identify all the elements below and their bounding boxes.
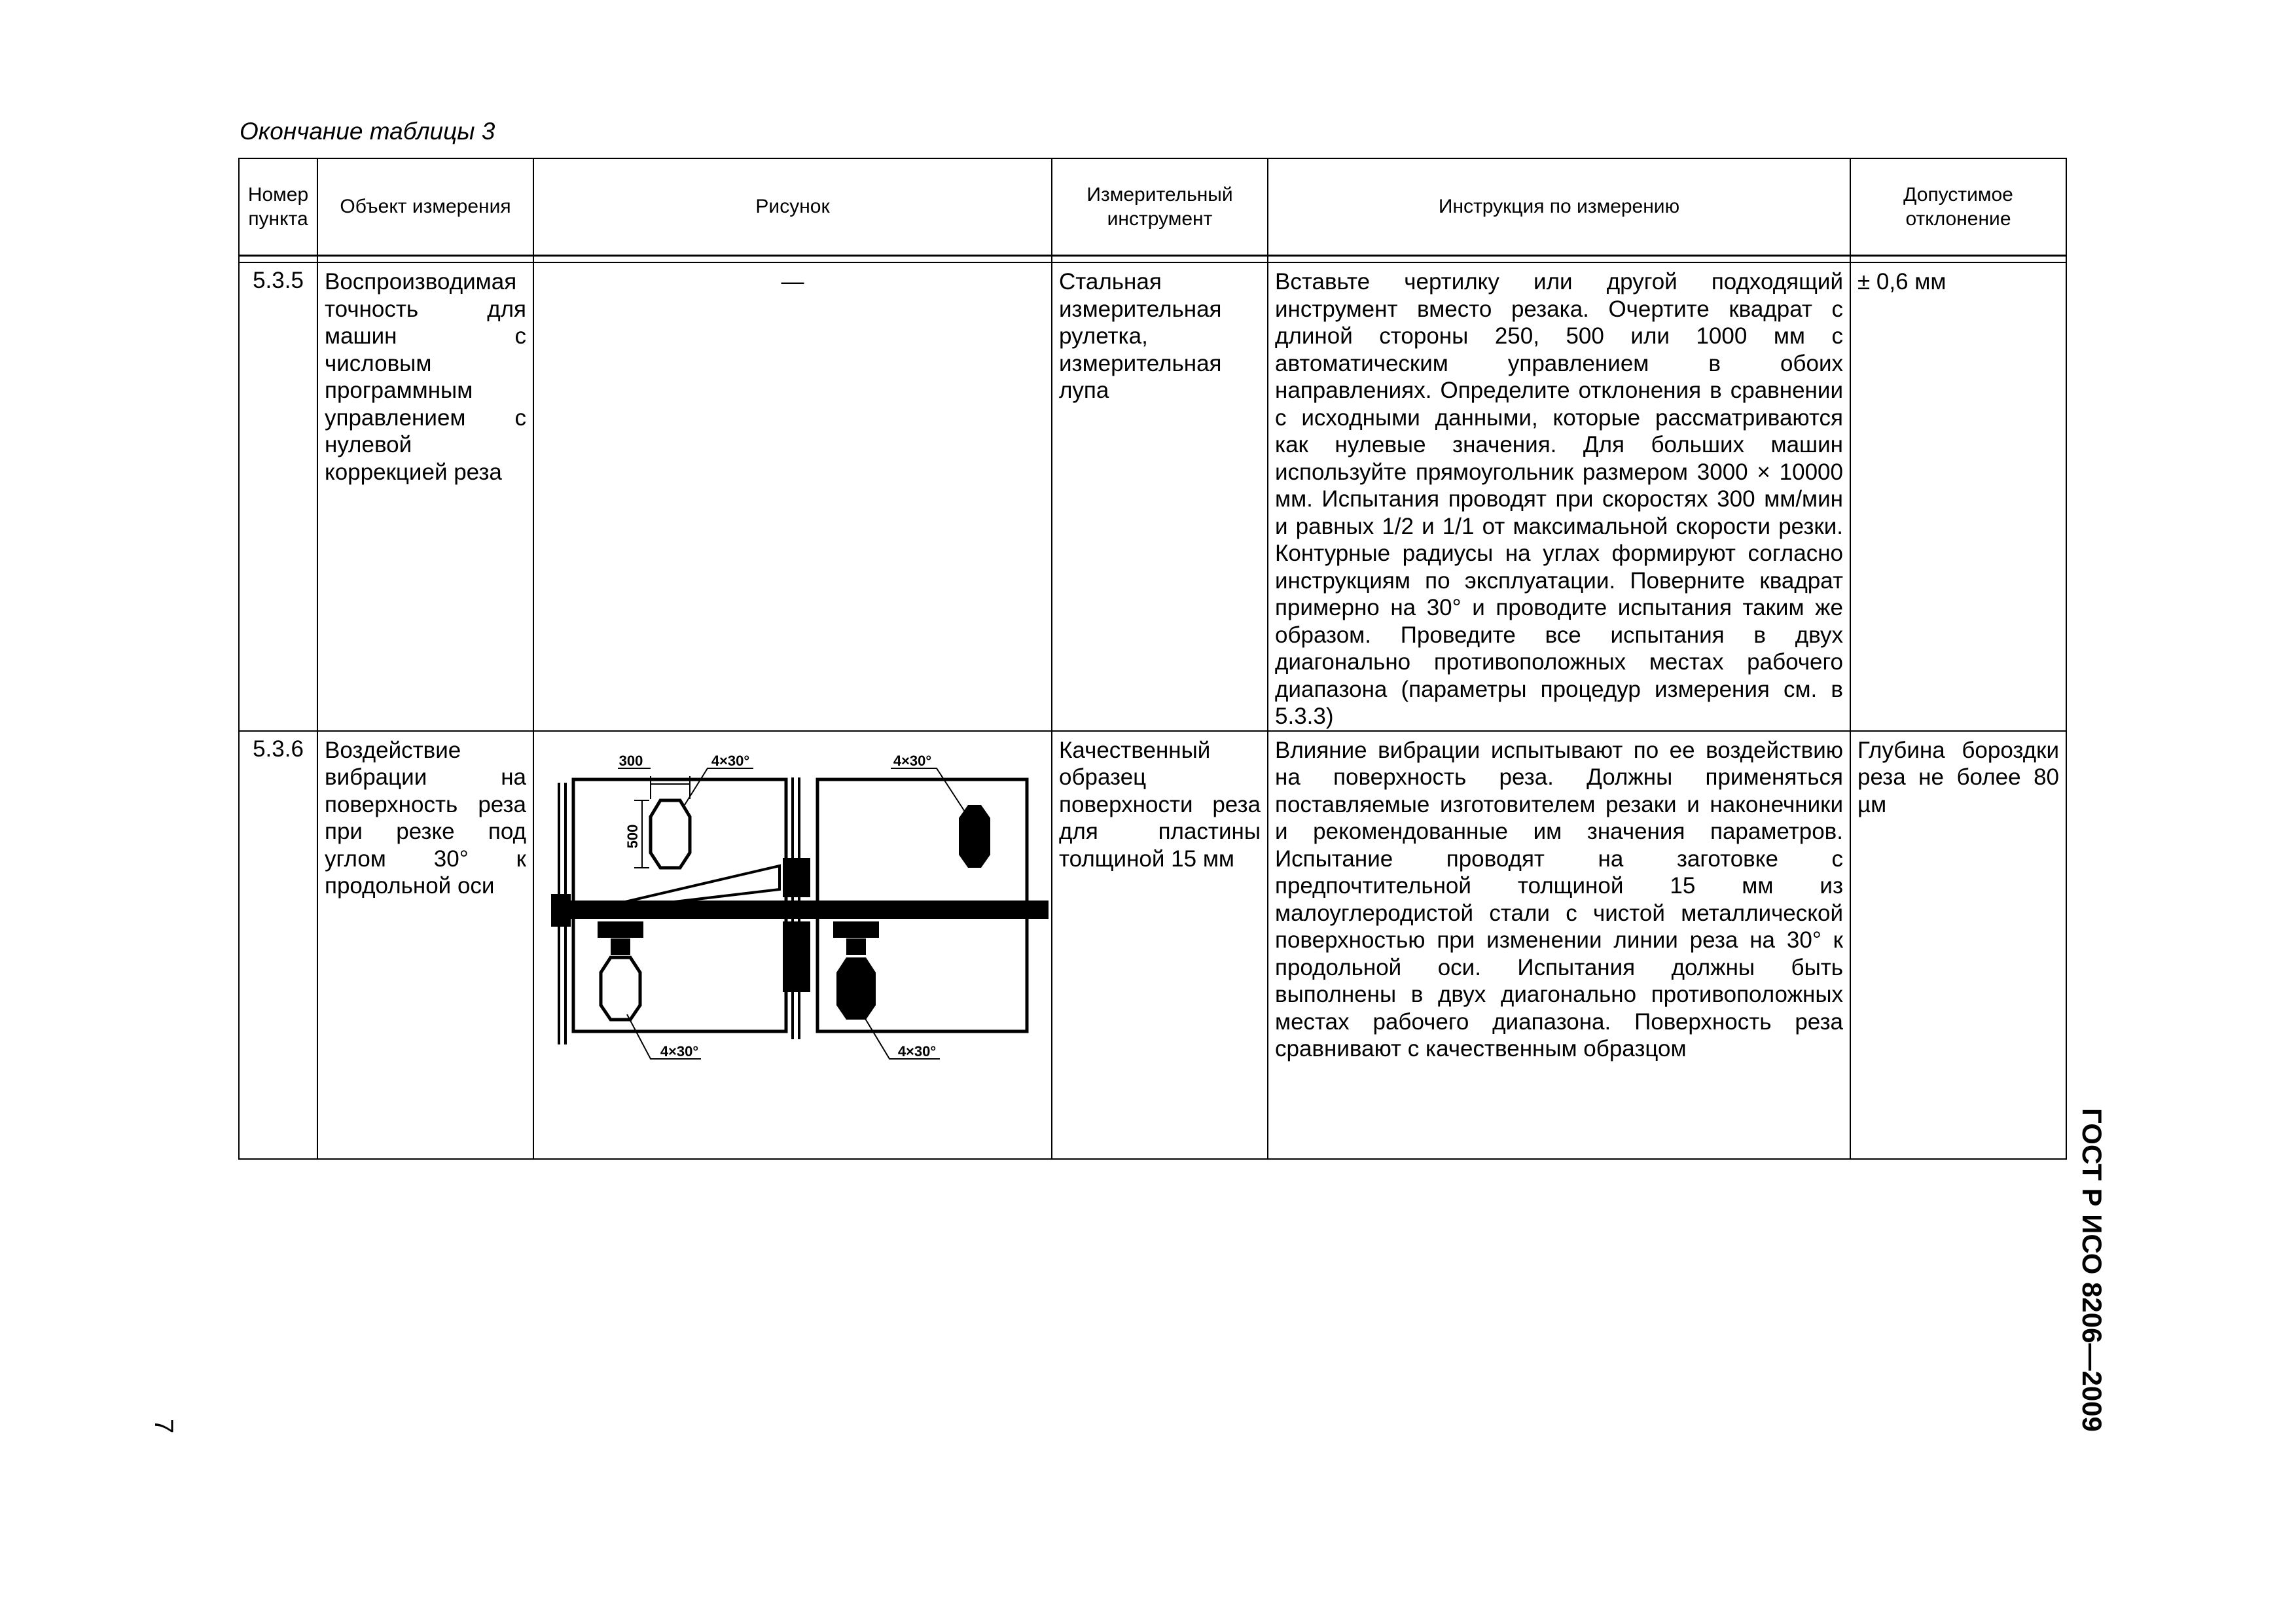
row-num: 5.3.6: [239, 731, 317, 1159]
header-tolerance: Допустимое отклонение: [1850, 158, 2066, 256]
table-row: [239, 262, 2066, 731]
angle-label-top-left: 4×30°: [711, 752, 750, 769]
table-header-row: [239, 158, 2066, 256]
header-figure: Рисунок: [533, 158, 1052, 256]
row-instruction: Вставьте чертилку или другой подходящий инструмент вместо резака. Очертите квадрат с длиной стороны 250, 500 или 1000 мм с автоматическим управлением в обоих направлениях. Определите отклонения в сравнении с исходными данными, которые рассматриваются как нулевые значения. Для больших машин используйте прямоугольник размером 3000 × 10000 мм. Испытания проводят при скоростях 300 мм/мин и равных 1/2 и 1/1 от максимальной скорости резки. Контурные радиусы на углах формируют согласно инструкциям по эксплуатации. Поверните квадрат примерно на 30° и проводите испытания таким же образом. Проведите все испытания в двух диагонально противоположных местах рабочего диапазона (параметры процедур измерения см. в 5.3.3): [1268, 262, 1850, 731]
header-separator: [239, 256, 2066, 263]
vibration-test-diagram: [534, 732, 1051, 1098]
dim-500-label: 500: [624, 824, 641, 848]
header-tool: Измерительный инструмент: [1052, 158, 1268, 256]
row-figure: [533, 731, 1052, 1159]
row-instruction: Влияние вибрации испытывают по ее воздействию на поверхность реза. Должны применяться поставляемые изготовителем резаки и наконечники и рекомендованные им значения параметров. Испытание проводят на заготовке с предпочтительной толщиной 15 мм из малоуглеродистой стали с чистой металлической поверхностью при изменении линии реза на 30° к продольной оси. Испытания должны быть выполнены в двух диагонально противоположных местах рабочего диапазона. Поверхность реза сравнивают с качественным образцом: [1268, 731, 1850, 1159]
angle-label-bottom-left: 4×30°: [660, 1043, 699, 1060]
row-object: Воспроизводимая точность для машин с числовым программным управлением с нулевой коррекцией реза: [317, 262, 533, 731]
row-figure-dash: —: [533, 262, 1052, 731]
row-tolerance: ± 0,6 мм: [1850, 262, 2066, 731]
row-num: 5.3.5: [239, 262, 317, 731]
row-tool: Качественный образец поверхности реза для пластины толщиной 15 мм: [1052, 731, 1268, 1159]
table-row: [239, 731, 2066, 1159]
angle-label-top-right: 4×30°: [893, 752, 932, 769]
table-caption: Окончание таблицы 3: [240, 118, 495, 145]
angle-label-bottom-right: 4×30°: [897, 1043, 937, 1060]
document-standard-title: ГОСТ Р ИСО 8206—2009: [2077, 1108, 2108, 1432]
row-tolerance: Глубина бороздки реза не более 80 µм: [1850, 731, 2066, 1159]
header-instruction: Инструкция по измерению: [1268, 158, 1850, 256]
row-object: Воздействие вибрации на поверхность реза при резке под углом 30° к продольной оси: [317, 731, 533, 1159]
page-number: 7: [149, 1419, 178, 1434]
measurement-table: [238, 158, 2067, 1160]
row-tool: Стальная измерительная рулетка, измерительная лупа: [1052, 262, 1268, 731]
header-object: Объект измерения: [317, 158, 533, 256]
dim-300-label: 300: [619, 752, 643, 769]
header-num: Номер пункта: [239, 158, 317, 256]
